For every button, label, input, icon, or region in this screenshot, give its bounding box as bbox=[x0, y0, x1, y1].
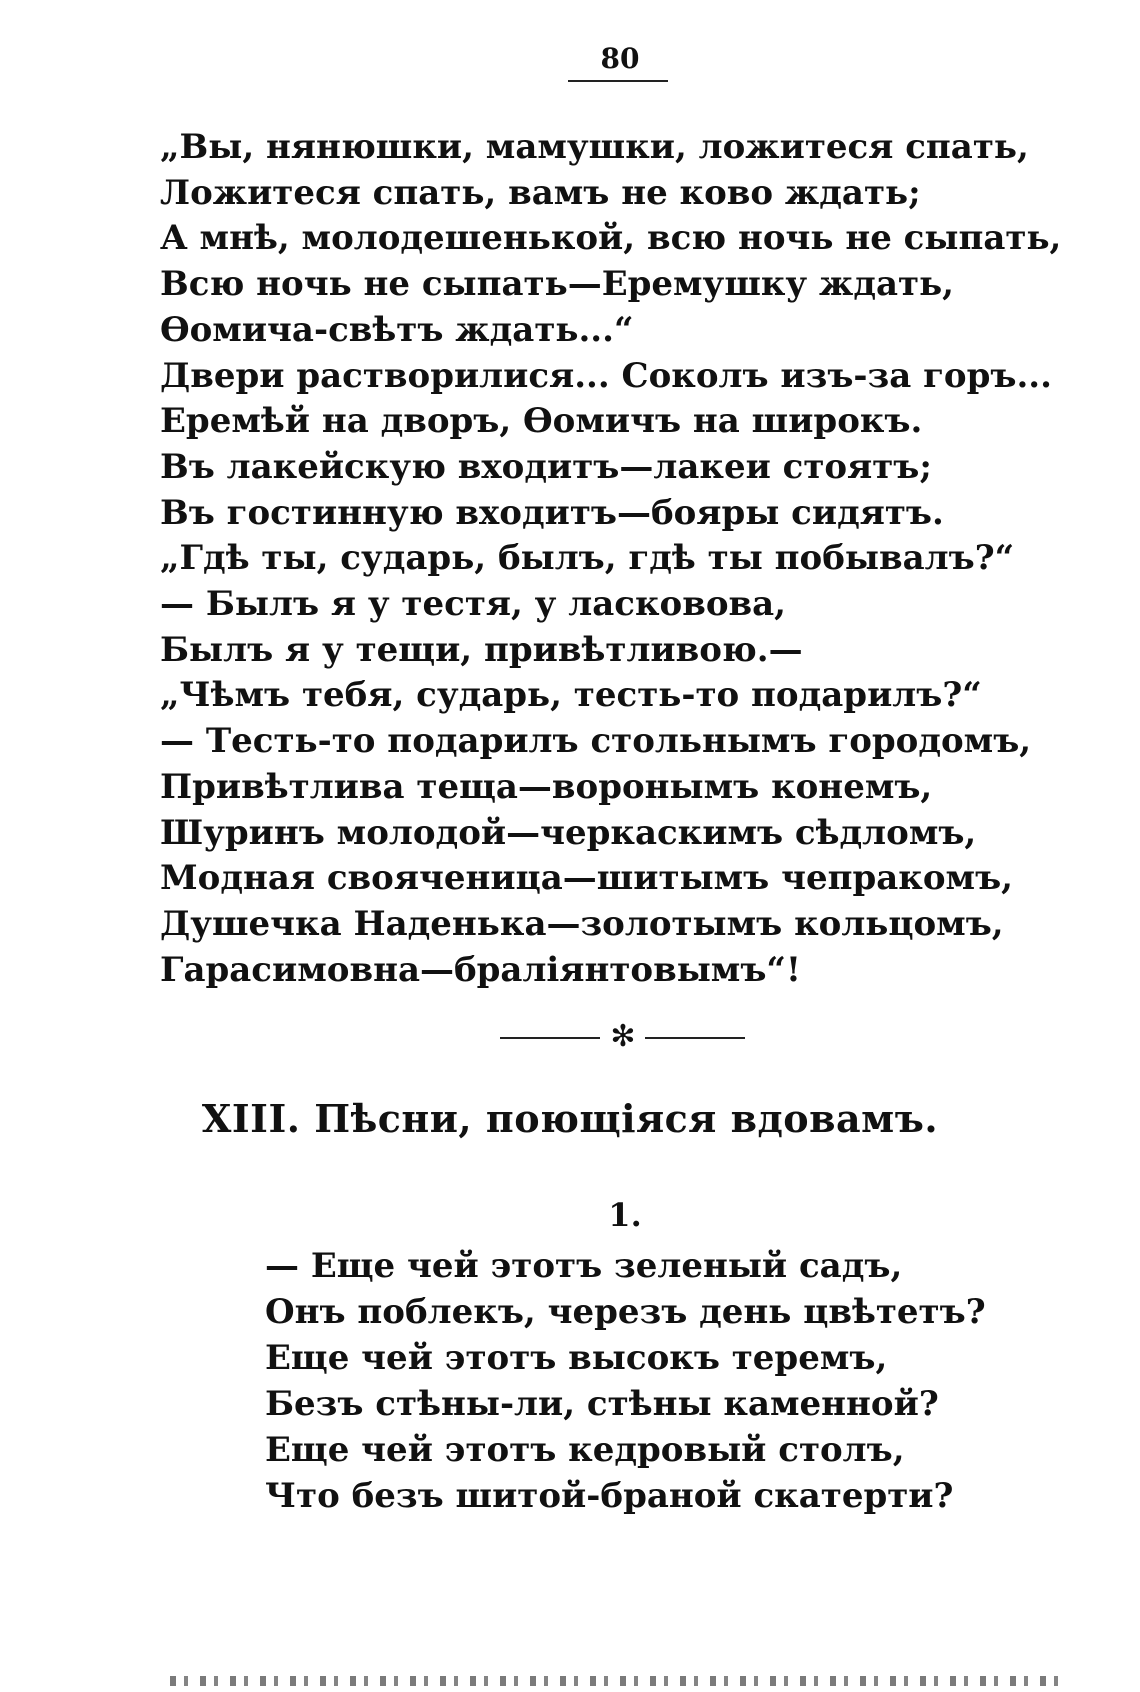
section-divider-ornament bbox=[500, 1018, 750, 1058]
poem-line: Шуринъ молодой—черкаскимъ сѣдломъ, bbox=[160, 812, 977, 853]
poem-line: Въ лакейскую входитъ—лакеи стоятъ; bbox=[160, 446, 932, 487]
divider-rule-left bbox=[500, 1037, 600, 1039]
divider-rule-right bbox=[645, 1037, 745, 1039]
poem-line: А мнѣ, молодешенькой, всю ночь не сыпать, bbox=[160, 218, 1062, 259]
poem-stanza bbox=[160, 125, 1090, 993]
scan-edge-artifact bbox=[170, 1676, 1070, 1686]
poem-line: „Чѣмъ тебя, сударь, тесть-то подарилъ?“ bbox=[160, 675, 982, 716]
poem-line: — Былъ я у тестя, у ласковова, bbox=[160, 584, 787, 625]
song-line: Что безъ шитой-браной скатерти? bbox=[265, 1476, 954, 1516]
poem-line: Гарасимовна—бралiянтовымъ“! bbox=[160, 949, 801, 990]
poem-line: Двери растворилися... Соколъ изъ-за горъ... bbox=[160, 355, 1052, 396]
poem-line: — Тесть-то подарилъ стольнымъ городомъ, bbox=[160, 721, 1032, 762]
song-line: Безъ стѣны-ли, стѣны каменной? bbox=[265, 1384, 939, 1424]
page-number-underline bbox=[568, 80, 668, 82]
song-line: Еще чей этотъ кедровый столъ, bbox=[265, 1430, 905, 1470]
poem-line: Душечка Наденька—золотымъ кольцомъ, bbox=[160, 903, 1004, 944]
poem-line: „Гдѣ ты, сударь, былъ, гдѣ ты побывалъ?“ bbox=[160, 538, 1015, 579]
poem-line: Еремѣй на дворъ, Ѳомичъ на широкъ. bbox=[160, 401, 923, 442]
song-line: Онъ поблекъ, черезъ день цвѣтетъ? bbox=[265, 1292, 986, 1332]
poem-line: Привѣтлива теща—воронымъ конемъ, bbox=[160, 766, 933, 807]
song-line: Еще чей этотъ высокъ теремъ, bbox=[265, 1338, 888, 1378]
page-number: 80 bbox=[600, 42, 640, 75]
section-heading: XIII. Пѣсни, поющiяся вдовамъ. bbox=[201, 1096, 939, 1141]
poem-line: Въ гостинную входитъ—бояры сидятъ. bbox=[160, 492, 944, 533]
song-line: — Еще чей этотъ зеленый садъ, bbox=[265, 1246, 903, 1286]
song-verse bbox=[265, 1243, 1085, 1519]
song-number: 1. bbox=[608, 1196, 642, 1234]
poem-line: Былъ я у тещи, привѣтливою.— bbox=[160, 629, 803, 670]
floral-star-icon: ✻ bbox=[610, 1019, 636, 1054]
poem-line: Ложитеся спать, вамъ не ково ждать; bbox=[160, 172, 921, 213]
poem-line: Ѳомича-свѣтъ ждать...“ bbox=[160, 309, 634, 350]
poem-line: Модная свояченица—шитымъ чепракомъ, bbox=[160, 858, 1013, 899]
poem-line: „Вы, нянюшки, мамушки, ложитеся спать, bbox=[160, 127, 1029, 167]
poem-line: Всю ночь не сыпать—Еремушку ждать, bbox=[160, 264, 955, 305]
